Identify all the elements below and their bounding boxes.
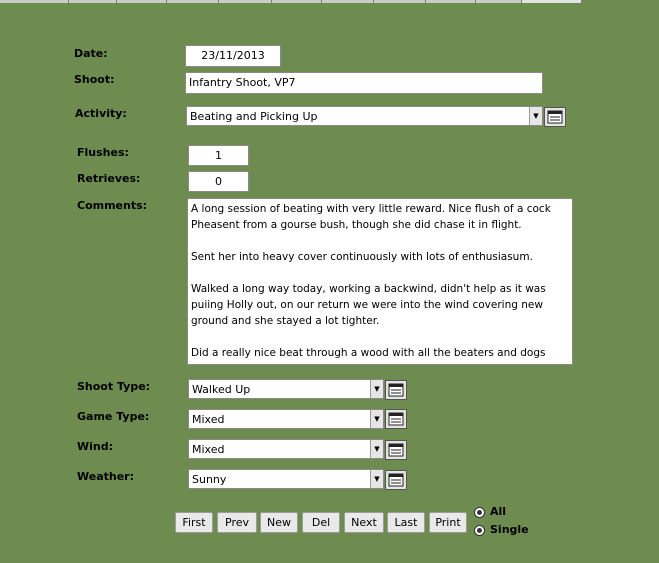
prev-button[interactable]: Prev xyxy=(217,512,257,533)
next-button[interactable]: Next xyxy=(344,512,384,533)
last-button[interactable]: Last xyxy=(387,512,425,533)
shoot-type-value: Walked Up xyxy=(192,383,251,396)
open-form-icon xyxy=(386,471,406,489)
game-type-value: Mixed xyxy=(192,413,225,426)
activity-form-button[interactable] xyxy=(544,107,566,127)
game-type-label: Game Type: xyxy=(77,410,150,423)
open-form-icon xyxy=(386,381,406,399)
combo-dropdown-arrow-icon[interactable]: ▼ xyxy=(370,440,383,458)
delete-button[interactable]: Del xyxy=(302,512,340,533)
tab-strip xyxy=(0,0,659,4)
open-form-icon xyxy=(386,441,406,459)
flushes-field[interactable]: 1 xyxy=(188,145,249,166)
first-button[interactable]: First xyxy=(175,512,213,533)
activity-combo[interactable] xyxy=(186,106,543,126)
tab-10[interactable] xyxy=(476,0,522,3)
wind-combo[interactable] xyxy=(188,439,384,459)
radio-selected-dot xyxy=(477,510,482,515)
radio-selected-dot xyxy=(477,528,482,533)
tab-11-active[interactable] xyxy=(522,0,582,3)
comments-paragraph: Sent her into heavy cover continuously with lots of enthusiasum. xyxy=(191,251,533,263)
comments-textarea[interactable] xyxy=(187,198,573,365)
shoot-type-combo[interactable] xyxy=(188,379,384,399)
comments-label: Comments: xyxy=(77,199,148,212)
combo-dropdown-arrow-icon[interactable]: ▼ xyxy=(529,107,542,125)
wind-label: Wind: xyxy=(77,440,114,453)
combo-dropdown-arrow-icon[interactable]: ▼ xyxy=(370,470,383,488)
game-type-form-button[interactable] xyxy=(385,409,407,429)
date-label: Date: xyxy=(74,47,108,60)
retrieves-label: Retrieves: xyxy=(77,172,141,185)
tab-7[interactable] xyxy=(322,0,374,3)
game-type-combo[interactable] xyxy=(188,409,384,429)
comments-paragraph: Walked a long way today, working a backwind, didn't help as it was puiing Holly out, on our return we were into the wind covering new ground and she stayed a lot tighter. xyxy=(191,283,546,327)
weather-form-button[interactable] xyxy=(385,470,407,490)
all-radio[interactable] xyxy=(474,507,485,518)
weather-combo[interactable] xyxy=(188,469,384,489)
tab-4[interactable] xyxy=(167,0,219,3)
wind-form-button[interactable] xyxy=(385,440,407,460)
print-button[interactable]: Print xyxy=(429,512,467,533)
shoot-field[interactable]: Infantry Shoot, VP7 xyxy=(185,72,543,94)
flushes-label: Flushes: xyxy=(77,146,129,159)
combo-dropdown-arrow-icon[interactable]: ▼ xyxy=(370,380,383,398)
combo-dropdown-arrow-icon[interactable]: ▼ xyxy=(370,410,383,428)
new-button[interactable]: New xyxy=(260,512,298,533)
weather-value: Sunny xyxy=(192,473,227,486)
shoot-type-label: Shoot Type: xyxy=(77,380,151,393)
wind-value: Mixed xyxy=(192,443,225,456)
tab-3[interactable] xyxy=(117,0,167,3)
single-radio[interactable] xyxy=(474,525,485,536)
activity-value: Beating and Picking Up xyxy=(190,110,318,123)
tab-1[interactable] xyxy=(0,0,69,3)
shoot-label: Shoot: xyxy=(74,73,115,86)
open-form-icon xyxy=(386,410,406,428)
all-radio-label: All xyxy=(490,505,507,518)
tab-9[interactable] xyxy=(426,0,476,3)
tab-8[interactable] xyxy=(374,0,426,3)
shoot-type-form-button[interactable] xyxy=(385,380,407,400)
retrieves-field[interactable]: 0 xyxy=(188,171,249,192)
tab-5[interactable] xyxy=(219,0,272,3)
tab-2[interactable] xyxy=(69,0,117,3)
tab-6[interactable] xyxy=(272,0,322,3)
single-radio-label: Single xyxy=(490,523,529,536)
weather-label: Weather: xyxy=(77,470,134,483)
comments-paragraph: A long session of beating with very little reward. Nice flush of a cock Pheasent from a gourse bush, though she did chase it in flight. xyxy=(191,203,551,231)
date-field[interactable]: 23/11/2013 xyxy=(185,45,281,67)
activity-label: Activity: xyxy=(75,107,127,120)
open-form-icon xyxy=(545,108,565,126)
comments-paragraph: Did a really nice beat through a wood with all the beaters and dogs xyxy=(191,347,546,359)
